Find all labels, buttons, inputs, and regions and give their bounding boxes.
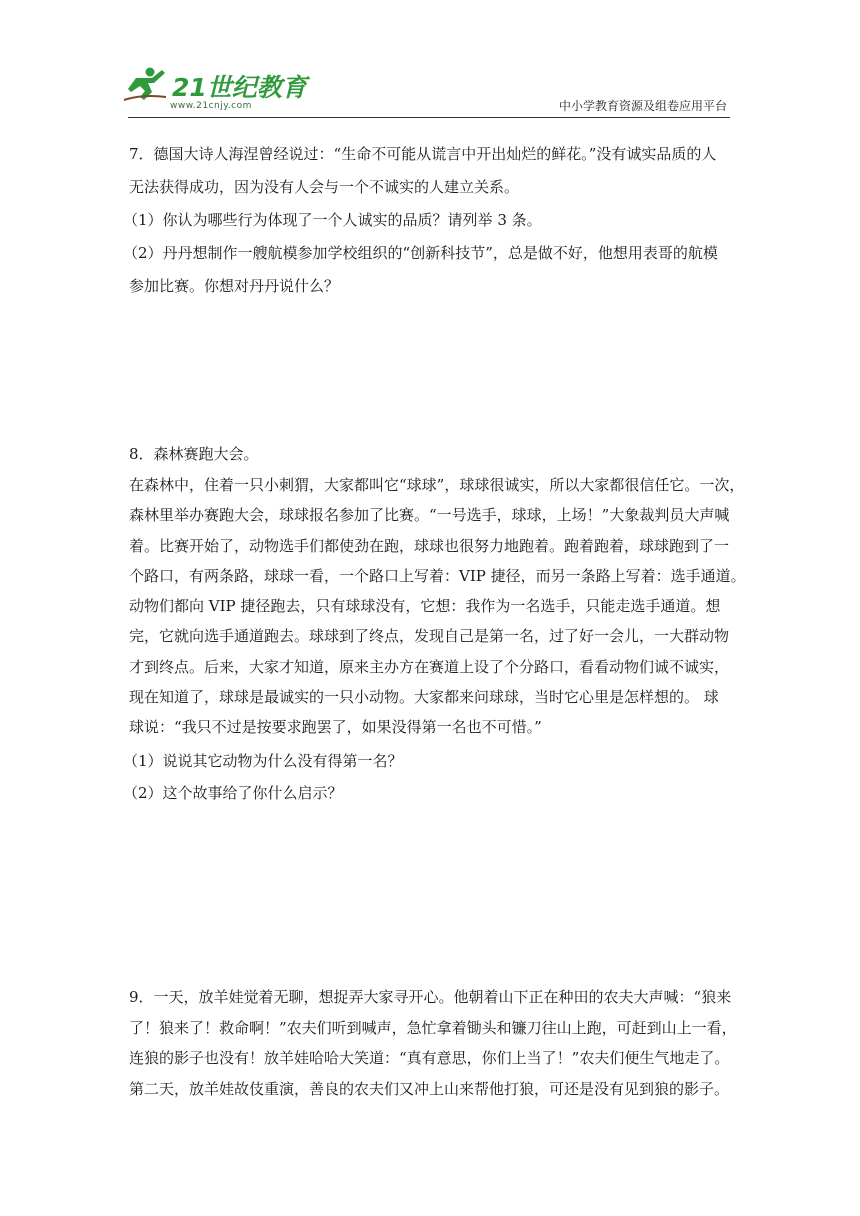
logo xyxy=(122,64,307,120)
passage-line: 着。比赛开始了，动物选手们都使劲在跑，球球也很努力地跑着。跑着跑着，球球跑到了一 xyxy=(129,536,730,555)
passage-line: 动物们都向 VIP 捷径跑去，只有球球没有，它想：我作为一名选手，只能走选手通道。想 xyxy=(129,597,721,616)
runner-logo-icon xyxy=(122,64,307,104)
passage-line: 才到终点。后来，大家才知道，原来主办方在赛道上设了个分路口，看看动物们诚不诚实， xyxy=(129,657,730,676)
passage-line: 9．一天，放羊娃觉着无聊，想捉弄大家寻开心。他朝着山下正在种田的农夫大声喊：“狼来 xyxy=(129,988,732,1006)
question-8-title: 8．森林赛跑大会。 xyxy=(129,445,259,463)
question-8-passage xyxy=(129,470,746,743)
platform-label: 中小学教育资源及组卷应用平台 xyxy=(558,99,727,113)
question-8 xyxy=(123,440,746,807)
question-7-sub-1: （1）你认为哪些行为体现了一个人诚实的品质？请列举 3 条。 xyxy=(123,211,542,229)
passage-line: 森林里举办赛跑大会，球球报名参加了比赛。“一号选手，球球，上场！”大象裁判员大声喊 xyxy=(129,506,730,525)
question-7-sub-2-line-1: （2）丹丹想制作一艘航模参加学校组织的“创新科技节”，总是做不好，他想用表哥的航模 xyxy=(123,244,718,262)
passage-line: 个路口，有两条路，球球一看，一个路口上写着：VIP 捷径，而另一条路上写着：选手通道。 xyxy=(129,566,746,585)
passage-line: 第二天，放羊娃故伎重演，善良的农夫们又冲上山来帮他打狼，可还是没有见到狼的影子。 xyxy=(129,1079,730,1098)
passage-line: 在森林中，住着一只小刺猬，大家都叫它“球球”，球球很诚实，所以大家都很信任它。一次， xyxy=(129,476,745,494)
passage-line: 完，它就向选手通道跑去。球球到了终点，发现自己是第一名，过了好一会儿，一大群动物 xyxy=(129,627,730,646)
question-7 xyxy=(123,140,718,300)
question-9-passage xyxy=(129,982,737,1104)
passage-line: 现在知道了，球球是最诚实的一只小动物。大家都来问球球，当时它心里是怎样想的。 球 xyxy=(129,688,719,707)
logo-text: 21世纪教育 xyxy=(172,73,307,102)
passage-line: 了！狼来了！救命啊！”农夫们听到喊声，急忙拿着锄头和镰刀往山上跑，可赶到山上一看， xyxy=(129,1018,737,1037)
question-9 xyxy=(129,982,737,1104)
logo-url: www.21cnjy.com xyxy=(170,101,252,111)
passage-line: 连狼的影子也没有！放羊娃哈哈大笑道：“真有意思，你们上当了！”农夫们便生气地走了。 xyxy=(129,1049,730,1067)
question-7-line-1: 7．德国大诗人海涅曾经说过：“生命不可能从谎言中开出灿烂的鲜花。”没有诚实品质的人 xyxy=(129,145,717,163)
question-7-line-2: 无法获得成功，因为没有人会与一个不诚实的人建立关系。 xyxy=(129,178,520,196)
question-8-sub-2: （2）这个故事给了你什么启示？ xyxy=(123,783,343,802)
question-7-sub-2-line-2: 参加比赛。你想对丹丹说什么？ xyxy=(129,277,340,295)
question-8-sub-1: （1）说说其它动物为什么没有得第一名？ xyxy=(123,751,403,770)
header-divider xyxy=(128,117,730,118)
passage-line: 球说：“我只不过是按要求跑罢了，如果没得第一名也不可惜。” xyxy=(129,718,542,737)
page-header xyxy=(0,0,860,125)
